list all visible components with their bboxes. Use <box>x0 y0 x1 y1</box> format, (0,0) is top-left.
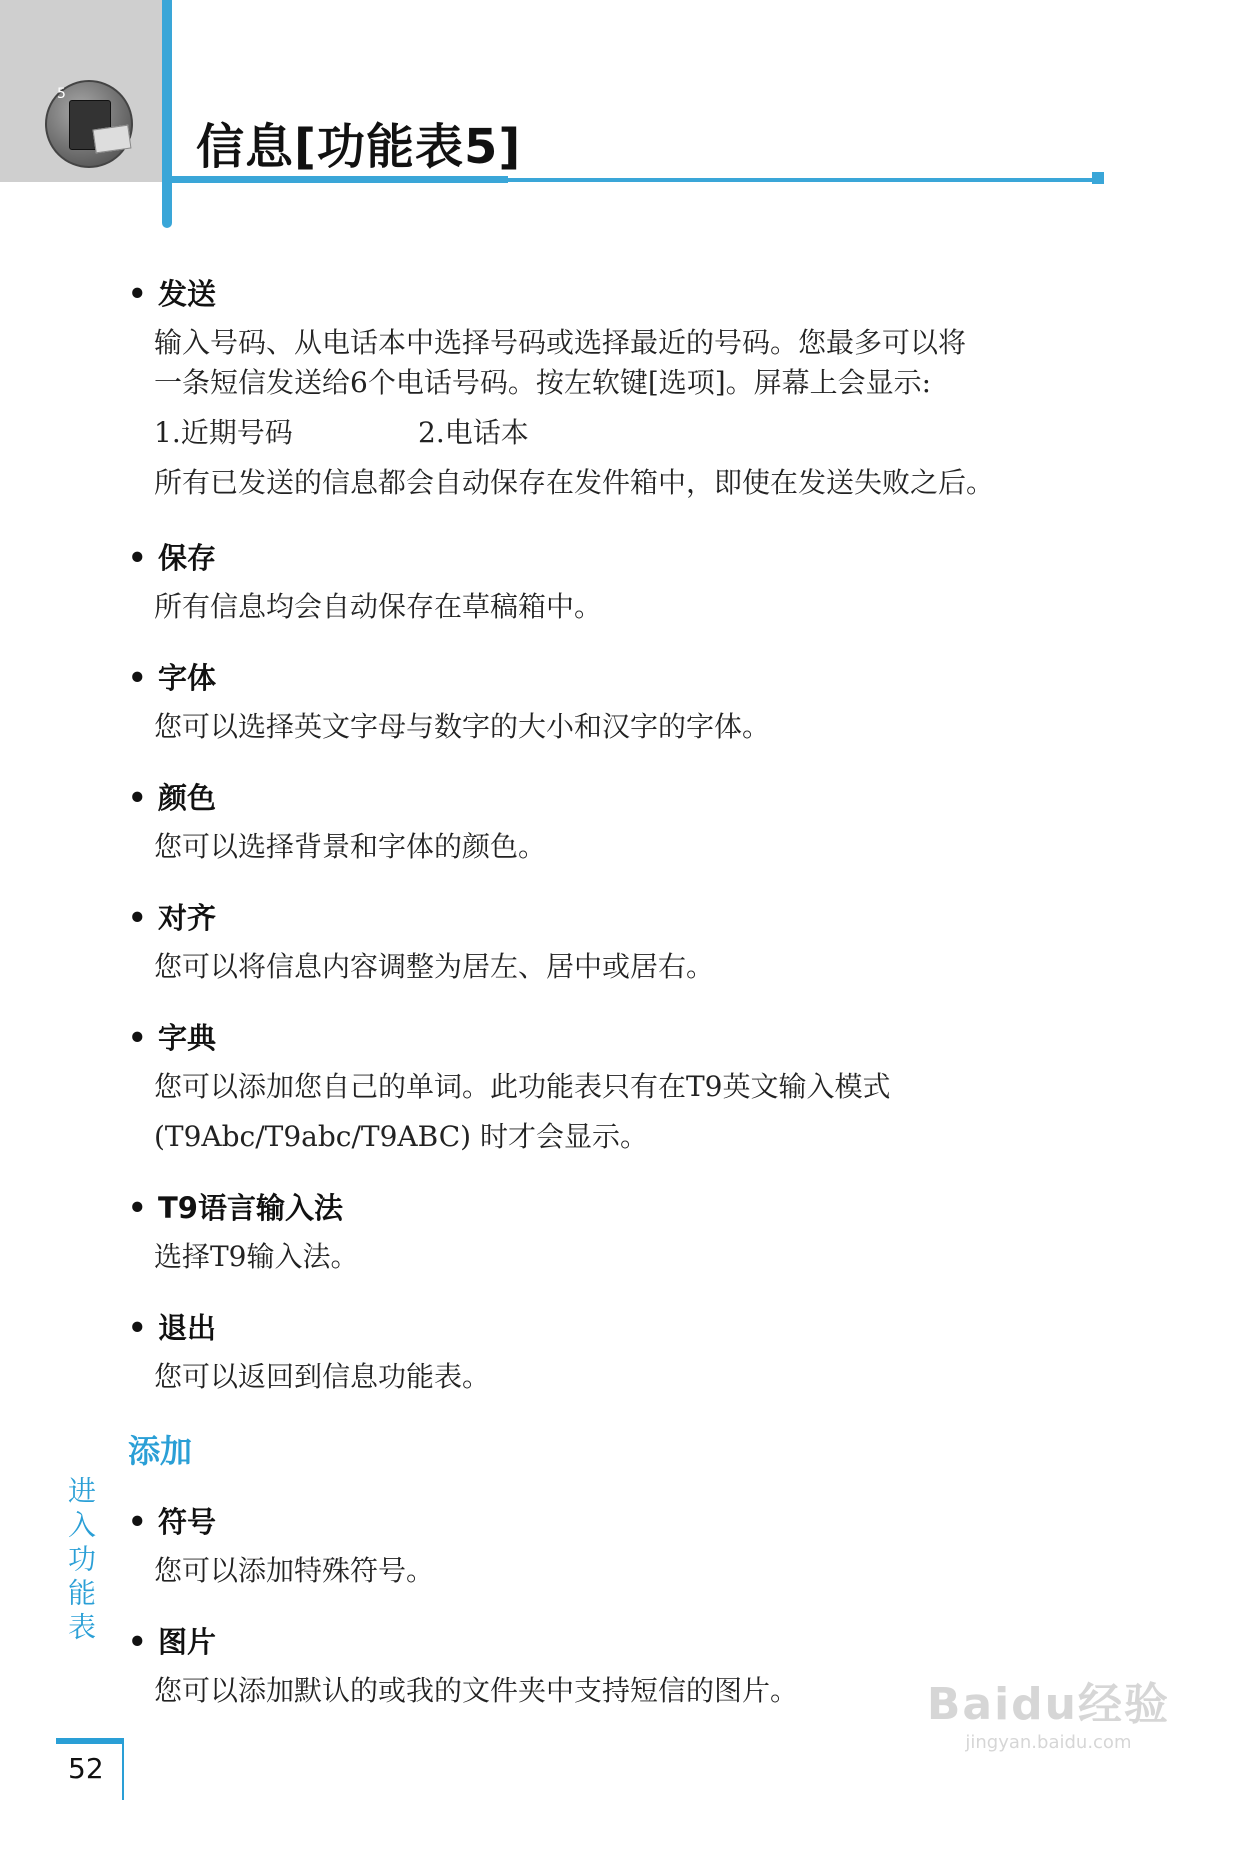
item-heading <box>128 1500 434 1541</box>
title-underline-thick <box>172 176 508 183</box>
item-heading-text: 对齐 <box>158 901 217 935</box>
item-heading <box>128 1016 891 1057</box>
bullet: • <box>128 277 147 311</box>
item-heading <box>128 896 714 937</box>
item-description <box>154 587 602 627</box>
bullet: • <box>128 541 147 575</box>
item-description <box>154 1671 798 1711</box>
desc-line: 您可以返回到信息功能表。 <box>154 1360 491 1393</box>
item-heading-text: 字体 <box>158 661 217 695</box>
item-heading-text: 图片 <box>158 1625 217 1659</box>
watermark <box>927 1668 1170 1753</box>
title-underline-end <box>1092 172 1104 184</box>
desc-line: 您可以选择背景和字体的颜色。 <box>154 830 547 863</box>
item-exit <box>128 1306 490 1397</box>
item-description <box>154 1237 359 1277</box>
bullet: • <box>128 1191 147 1225</box>
page-number: 52 <box>68 1752 104 1785</box>
page-title: 信息[功能表5] <box>196 119 522 175</box>
chapter-badge-icon <box>45 80 133 168</box>
item-symbol <box>128 1500 434 1591</box>
option-recent: 1.近期号码 <box>154 416 293 449</box>
item-heading <box>128 1620 798 1661</box>
phone-device-icon <box>69 100 111 150</box>
item-heading <box>128 272 994 313</box>
desc-line: 一条短信发送给6个电话号码。按左软键[选项]。屏幕上会显示: <box>154 366 932 399</box>
item-description <box>154 1551 434 1591</box>
item-t9-input <box>128 1186 359 1277</box>
item-align <box>128 896 714 987</box>
desc-line: 所有信息均会自动保存在草稿箱中。 <box>154 590 603 623</box>
watermark-url: jingyan.baidu.com <box>965 1732 1132 1753</box>
desc-line: 您可以将信息内容调整为居左、居中或居右。 <box>154 950 715 983</box>
item-heading-text: 发送 <box>158 277 217 311</box>
item-heading <box>128 1186 359 1227</box>
bullet: • <box>128 661 147 695</box>
bullet: • <box>128 781 147 815</box>
item-description <box>154 1067 891 1157</box>
item-save <box>128 536 602 627</box>
item-heading-text: T9语言输入法 <box>158 1191 343 1225</box>
item-description <box>154 947 714 987</box>
item-dictionary <box>128 1016 891 1157</box>
option-row <box>154 413 994 453</box>
desc-line: 您可以添加您自己的单词。此功能表只有在T9英文输入模式 <box>154 1070 891 1103</box>
chapter-number: 5 <box>57 86 66 102</box>
item-heading <box>128 536 602 577</box>
item-heading <box>128 776 546 817</box>
item-description <box>154 1357 490 1397</box>
bullet: • <box>128 1625 147 1659</box>
bullet: • <box>128 1021 147 1055</box>
sidebar-chapter-label: 进入功能表 <box>64 1476 97 1646</box>
desc-line: (T9Abc/T9abc/T9ABC) 时才会显示。 <box>154 1120 648 1153</box>
desc-line: 选择T9输入法。 <box>154 1240 359 1273</box>
item-heading <box>128 1306 490 1347</box>
watermark-logo: Baidu经验 <box>926 1679 1170 1730</box>
item-picture <box>128 1620 798 1711</box>
option-phonebook: 2.电话本 <box>418 416 529 449</box>
item-heading-text: 符号 <box>158 1505 217 1539</box>
item-color <box>128 776 546 867</box>
item-description <box>154 827 546 867</box>
title-accent-bar <box>162 0 172 228</box>
bullet: • <box>128 1311 147 1345</box>
desc-line: 输入号码、从电话本中选择号码或选择最近的号码。您最多可以将 <box>154 326 967 359</box>
item-heading-text: 保存 <box>158 541 217 575</box>
section-title-add: 添加 <box>128 1432 193 1470</box>
item-heading <box>128 656 770 697</box>
desc-note: 所有已发送的信息都会自动保存在发件箱中，即使在发送失败之后。 <box>154 466 995 499</box>
desc-line: 您可以添加特殊符号。 <box>154 1554 435 1587</box>
item-font <box>128 656 770 747</box>
item-description <box>154 707 770 747</box>
bullet: • <box>128 901 147 935</box>
item-heading-text: 颜色 <box>158 781 217 815</box>
item-description <box>154 323 994 503</box>
bullet: • <box>128 1505 147 1539</box>
desc-line: 您可以添加默认的或我的文件夹中支持短信的图片。 <box>154 1674 799 1707</box>
item-heading-text: 退出 <box>158 1311 217 1345</box>
item-heading-text: 字典 <box>158 1021 217 1055</box>
desc-line: 您可以选择英文字母与数字的大小和汉字的字体。 <box>154 710 771 743</box>
item-send <box>128 272 994 503</box>
